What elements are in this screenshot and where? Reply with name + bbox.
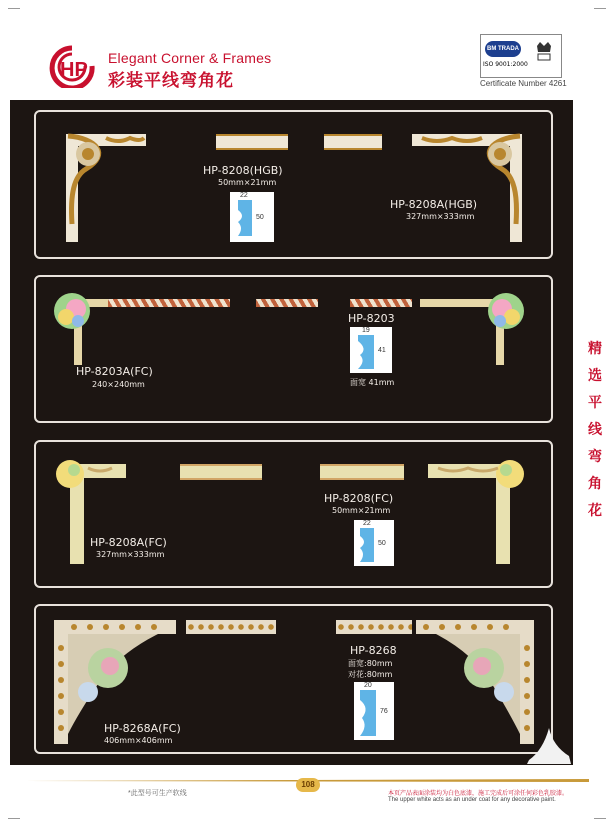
product-code: HP-8268: [350, 644, 397, 657]
product-code: HP-8203A(FC): [76, 365, 153, 378]
profile-shape-icon: [354, 682, 394, 740]
page-header: [0, 0, 614, 100]
profile-height: 50: [378, 540, 386, 547]
corner-ornament-right-icon: [420, 287, 530, 367]
moulding-strip: [320, 464, 404, 480]
profile-diagram: [354, 682, 394, 740]
crop-mark: [594, 8, 606, 9]
page-number: 108: [296, 778, 320, 792]
profile-diagram: [230, 192, 274, 242]
corner-swoosh-icon: [525, 720, 573, 765]
crop-mark: [594, 818, 606, 819]
product-size: 50mm×21mm: [218, 178, 277, 187]
side-heading-char: 选: [588, 367, 602, 383]
side-heading-char: 精: [588, 340, 602, 356]
moulding-strip: [336, 620, 412, 634]
moulding-strip: [216, 134, 288, 150]
profile-height: 41: [378, 347, 386, 354]
profile-width: 22: [363, 520, 371, 527]
product-code: HP-8203: [348, 312, 395, 325]
profile-width: 22: [240, 192, 248, 199]
profile-diagram: [350, 327, 392, 373]
crop-mark: [8, 818, 20, 819]
product-box-1: [34, 110, 553, 259]
footer-note-cn: 本页产品表面涂装均为白色底漆，施工完成后可涂任何彩色乳胶漆。: [388, 791, 569, 797]
profile-shape-icon: [230, 192, 274, 242]
product-size: 406mm×406mm: [104, 736, 173, 745]
profile-height: 50: [256, 214, 264, 221]
certificate-badge: [480, 34, 562, 78]
profile-width: 19: [362, 327, 370, 334]
footer-note: *此型号可生产软线: [128, 790, 187, 797]
bm-trada-logo: BM TRADA: [485, 41, 521, 57]
product-size: 50mm×21mm: [332, 506, 391, 515]
moulding-strip: [186, 620, 276, 634]
hp-logo: [42, 44, 102, 88]
corner-ornament-right-icon: [428, 452, 528, 567]
side-heading-char: 弯: [588, 448, 602, 464]
moulding-strip: [350, 299, 412, 307]
face-width: 面宽:80mm: [348, 659, 393, 668]
profile-height: 76: [380, 708, 388, 715]
crop-mark: [8, 8, 20, 9]
side-heading-char: 花: [588, 502, 602, 518]
catalog-panel: [10, 100, 573, 765]
footer-note-en: The upper white acts as an under coat for any decorative paint.: [388, 797, 556, 803]
brand-name-en: Elegant Corner & Frames: [108, 50, 272, 66]
brand-name-cn: 彩装平线弯角花: [108, 71, 234, 90]
product-size: 327mm×333mm: [406, 212, 475, 221]
product-code: HP-8208A(HGB): [390, 198, 478, 211]
moulding-strip: [108, 299, 230, 307]
face-width: 面宽 41mm: [350, 378, 395, 387]
profile-diagram: [354, 520, 394, 566]
product-box-3: [34, 440, 553, 588]
product-box-4: [34, 604, 553, 754]
moulding-strip: [256, 299, 318, 307]
side-heading: [586, 335, 604, 524]
profile-shape-icon: [354, 520, 394, 566]
corner-ornament-right-icon: [412, 124, 532, 244]
moulding-strip: [180, 464, 262, 480]
flower-match: 对花:80mm: [348, 670, 393, 679]
product-code: HP-8208A(FC): [90, 536, 167, 549]
ukas-crown-icon: [535, 40, 553, 62]
side-heading-char: 线: [588, 421, 602, 437]
iso-label: ISO 9001:2000: [483, 61, 528, 68]
certificate-number: Certificate Number 4261: [480, 79, 567, 88]
side-heading-char: 平: [588, 394, 602, 410]
product-box-2: [34, 275, 553, 423]
profile-width: 20: [364, 682, 372, 689]
side-heading-char: 角: [588, 475, 602, 491]
corner-ornament-left-icon: [56, 124, 151, 244]
corner-ornament-right-icon: [416, 614, 542, 746]
moulding-strip: [324, 134, 382, 150]
product-size: 240×240mm: [92, 380, 145, 389]
logo-letters: HP: [60, 59, 88, 81]
product-code: HP-8268A(FC): [104, 722, 181, 735]
product-size: 327mm×333mm: [96, 550, 165, 559]
product-code: HP-8208(FC): [324, 492, 394, 505]
product-code: HP-8208(HGB): [203, 164, 283, 177]
